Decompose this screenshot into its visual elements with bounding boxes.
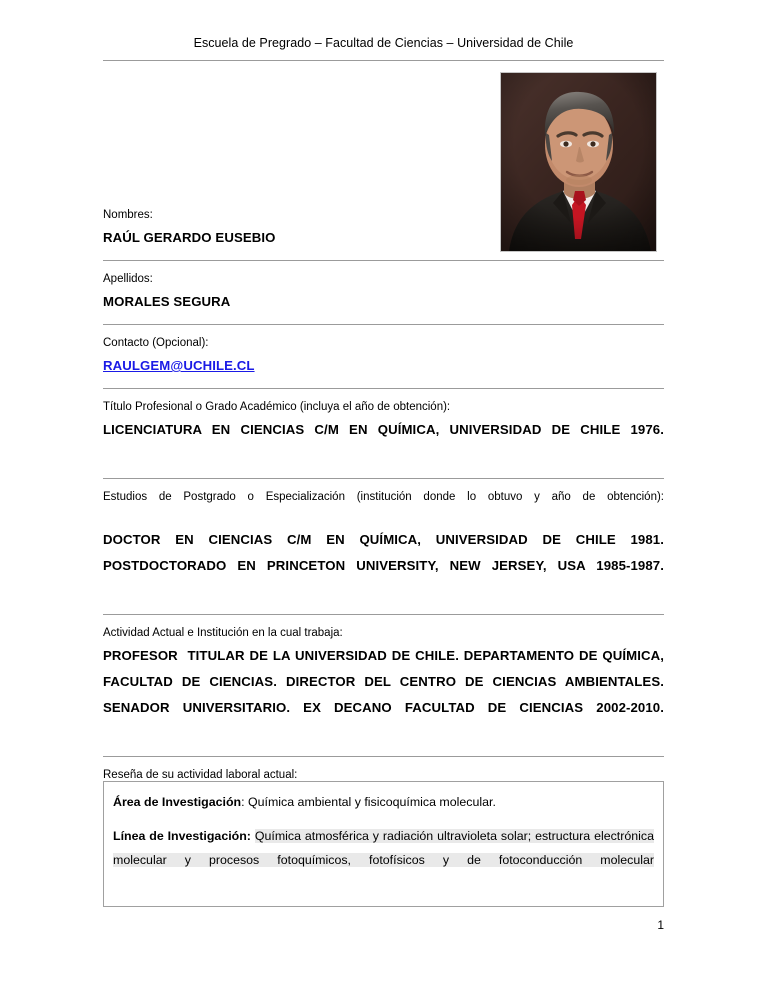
value-contacto-wrap [103, 353, 664, 388]
header-divider [103, 60, 664, 61]
field-postgrado [103, 479, 668, 614]
value-titulo-profesional: LICENCIATURA EN CIENCIAS C/M EN QUÍMICA, UNIVERSIDAD DE CHILE 1976. [103, 422, 664, 437]
linea-de-investigacion-label: Línea de Investigación: [113, 829, 251, 843]
label-titulo-profesional: Título Profesional o Grado Académico (incluya el año de obtención): [103, 401, 451, 413]
label-contacto: Contacto (Opcional): [103, 337, 209, 349]
linea-de-investigacion-value: Química atmosférica y radiación ultravioleta solar; estructura electrónica molecular y procesos fotoquímicos, fotofísicos y de fotoconducción molecular [113, 829, 654, 867]
area-de-investigacion-value: Química ambiental y fisicoquímica molecular. [247, 795, 496, 809]
label-apellidos: Apellidos: [103, 273, 153, 285]
value-apellidos: MORALES SEGURA [103, 294, 231, 309]
linea-de-investigacion-line [113, 824, 654, 896]
page-number: 1 [657, 918, 664, 932]
area-de-investigacion-label: Área de Investigación [113, 795, 242, 809]
value-postgrado: DOCTOR EN CIENCIAS C/M EN QUÍMICA, UNIVERSIDAD DE CHILE 1981. POSTDOCTORADO EN PRINCETON UNIVERSITY, NEW JERSEY, USA 1985-1987. [103, 532, 668, 573]
field-titulo-profesional [103, 389, 664, 478]
page-header-title: Escuela de Pregrado – Facultad de Ciencias – Universidad de Chile [193, 36, 574, 50]
area-separator: : [241, 795, 248, 809]
field-actividad-actual [103, 615, 668, 756]
area-de-investigacion-line [113, 790, 654, 814]
research-info-box [103, 781, 664, 907]
field-contacto [103, 325, 664, 388]
value-actividad-actual: PROFESOR TITULAR DE LA UNIVERSIDAD DE CHILE. DEPARTAMENTO DE QUÍMICA, FACULTAD DE CIENCIAS. DIRECTOR DEL CENTRO DE CIENCIAS AMBIENTALES. SENADOR UNIVERSITARIO. EX DECANO FACULTAD DE CIENCIAS 2002-2010. [103, 648, 668, 715]
email-link[interactable]: RAULGEM@UCHILE.CL [103, 358, 255, 373]
value-nombres: RAÚL GERARDO EUSEBIO [103, 230, 276, 245]
label-postgrado: Estudios de Postgrado o Especialización (institución donde lo obtuvo y año de obtención): [103, 491, 664, 503]
label-actividad-actual: Actividad Actual e Institución en la cual trabaja: [103, 627, 343, 639]
field-apellidos [103, 261, 664, 324]
label-nombres: Nombres: [103, 209, 153, 221]
box-spacer [113, 814, 654, 824]
cv-fields [103, 205, 668, 785]
label-resena: Reseña de su actividad laboral actual: [103, 769, 298, 781]
field-nombres [103, 205, 664, 260]
